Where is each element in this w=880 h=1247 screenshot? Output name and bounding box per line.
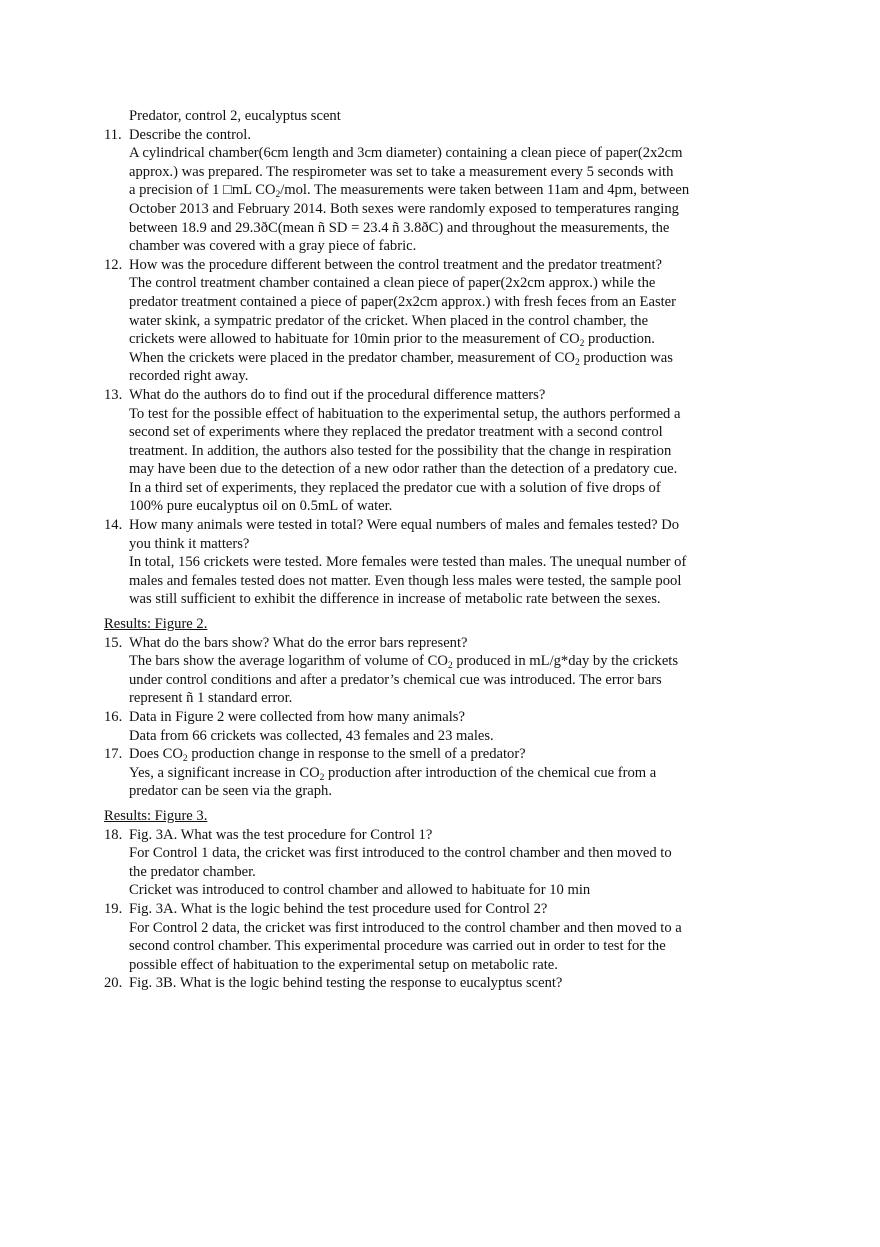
answer-line: crickets were allowed to habituate for 10min prior to the measurement of $CO_2$ production. [129, 331, 655, 350]
question-17 [104, 745, 754, 801]
question-text: Does $CO_2$ production change in response to the smell of a predator? [129, 746, 526, 765]
answer-line: a precision of 1 □mL $CO_2$/mol. The measurements were taken between 11am and 4pm, between [129, 182, 690, 201]
question-text: What do the authors do to find out if the procedural difference matters? [129, 386, 546, 403]
answer-line: For Control 1 data, the cricket was first introduced to the control chamber and then moved to [129, 845, 672, 862]
answer-line: For Control 2 data, the cricket was first introduced to the control chamber and then moved to a [129, 919, 682, 936]
question-number: 15. [104, 634, 123, 651]
question-18 [104, 826, 754, 900]
question-number: 17. [104, 746, 123, 763]
question-text: How was the procedure different between the control treatment and the predator treatment? [129, 256, 662, 273]
question-text: How many animals were tested in total? Were equal numbers of males and females tested? Do [129, 517, 680, 534]
answer-line: was still sufficient to exhibit the difference in increase of metabolic rate between the sexes. [129, 591, 661, 608]
answer-line: predator can be seen via the graph. [129, 783, 333, 800]
question-text: What do the bars show? What do the error bars represent? [129, 634, 468, 651]
answer-line: When the crickets were placed in the predator chamber, measurement of $CO_2$ production was [129, 349, 673, 368]
answer-line: October 2013 and February 2014. Both sexes were randomly exposed to temperatures ranging [129, 200, 679, 217]
section-heading-figure-3: Results: Figure 3. [104, 807, 208, 824]
answer-line: chamber was covered with a gray piece of fabric. [129, 238, 417, 255]
question-15 [104, 634, 754, 708]
question-number: 11. [104, 126, 122, 143]
question-text: you think it matters? [129, 535, 250, 552]
answer-line: To test for the possible effect of habituation to the experimental setup, the authors performed a [129, 405, 681, 422]
answer-line: A cylindrical chamber(6cm length and 3cm diameter) containing a clean piece of paper(2x2cm [129, 145, 683, 162]
answer-line: predator treatment contained a piece of paper(2x2cm approx.) with fresh feces from an Easter [129, 293, 677, 310]
section-heading-figure-2: Results: Figure 2. [104, 616, 208, 633]
answer-line: recorded right away. [129, 368, 249, 385]
question-number: 16. [104, 709, 123, 725]
question-number: 18. [104, 826, 123, 843]
question-12 [104, 256, 754, 386]
question-19 [104, 900, 754, 974]
answer-line: represent ñ 1 standard error. [129, 690, 293, 707]
answer-line: Yes, a significant increase in $CO_2$ production after introduction of the chemical cue from a [129, 764, 657, 783]
answer-text: Predator, control 2, eucalyptus scent [129, 108, 341, 124]
question-number: 19. [104, 900, 123, 917]
question-11 [104, 126, 754, 256]
answer-line: Cricket was introduced to control chamber and allowed to habituate for 10 min [129, 882, 591, 899]
answer-line: males and females tested does not matter. Even though less males were tested, the sample pool [129, 572, 682, 589]
question-number: 20. [104, 975, 123, 992]
answer-line: under control conditions and after a predator’s chemical cue was introduced. The error bars [129, 671, 662, 688]
answer-line: the predator chamber. [129, 863, 256, 880]
answer-line: between 18.9 and 29.3ðC(mean ñ SD = 23.4 ñ 3.8ðC) and throughout the measurements, the [129, 219, 670, 236]
question-text: Fig. 3A. What was the test procedure for Control 1? [129, 826, 433, 843]
question-text: Fig. 3B. What is the logic behind testing the response to eucalyptus scent? [129, 975, 563, 992]
question-text: Fig. 3A. What is the logic behind the test procedure used for Control 2? [129, 900, 548, 917]
answer-line: may have been due to the detection of a new odor rather than the detection of a predatory cue. [129, 461, 678, 478]
answer-line: approx.) was prepared. The respirometer was set to take a measurement every 5 seconds with [129, 163, 674, 180]
answer-line: water skink, a sympatric predator of the cricket. When placed in the control chamber, the [129, 312, 649, 329]
question-13 [104, 386, 754, 516]
answer-line: possible effect of habituation to the experimental setup on metabolic rate. [129, 956, 558, 973]
answer-line: second control chamber. This experimental procedure was carried out in order to test for the [129, 938, 666, 955]
answer-line: In a third set of experiments, they replaced the predator cue with a solution of five drops of [129, 479, 661, 496]
answer-line: Data from 66 crickets was collected, 43 females and 23 males. [129, 727, 494, 744]
question-text: Describe the control. [129, 126, 251, 143]
answer-line: In total, 156 crickets were tested. More females were tested than males. The unequal number of [129, 554, 687, 571]
question-16 [104, 708, 754, 745]
question-text: Data in Figure 2 were collected from how many animals? [129, 709, 465, 725]
answer-line: treatment. In addition, the authors also tested for the possibility that the change in respiration [129, 442, 672, 459]
question-14 [104, 516, 754, 609]
answer-line: second set of experiments where they replaced the predator treatment with a second control [129, 424, 663, 441]
document-body [104, 107, 754, 993]
answer-line: 100% pure eucalyptus oil on 0.5mL of water. [129, 498, 393, 515]
question-number: 14. [104, 517, 123, 534]
question-20 [104, 974, 754, 993]
question-number: 13. [104, 386, 123, 403]
question-number: 12. [104, 256, 123, 273]
answer-line: The bars show the average logarithm of volume of $CO_2$ produced in mL/g*day by the crickets [129, 653, 679, 672]
answer-line: The control treatment chamber contained a clean piece of paper(2x2cm approx.) while the [129, 275, 656, 292]
